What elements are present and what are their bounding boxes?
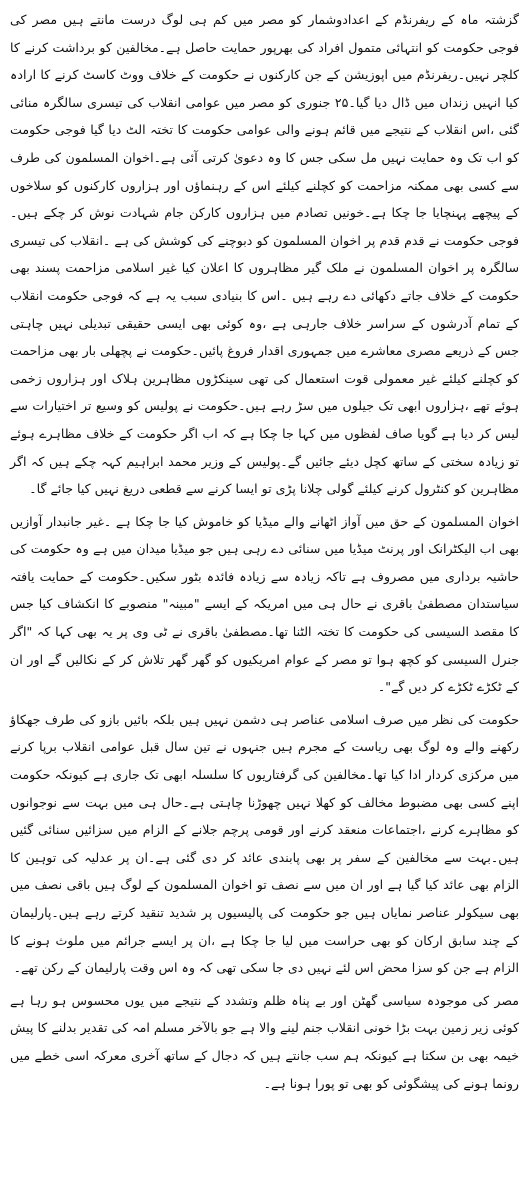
article-paragraph-3: حکومت کی نظر میں صرف اسلامی عناصر ہی دشمن نہیں ہیں بلکہ بائیں بازو کی طرف جھکاؤ رکھنے والے وہ لوگ بھی ریاست کے مجرم ہیں جنہوں نے تین سال قبل عوامی انقلاب برپا کرنے میں مرکزی کردار ادا کیا تھا۔مخالفین کی گرفتاریوں کا سلسلہ ابھی تک جاری ہے کیونکہ حکومت اپنے کسی بھی مضبوط مخالف کو کھلا نہیں چھوڑنا چاہتی ہے۔حال ہی میں بہت سے نوجوانوں کو مظاہرے کرنے ،اجتماعات منعقد کرنے اور قومی پرچم جلانے کے الزام میں سزائیں سنائی گئیں ہیں۔بہت سے مخالفین کے سفر پر بھی پابندی عائد کر دی گئی ہے۔ان پر عدلیہ کی توہین کا الزام بھی عائد کیا گیا ہے اور ان میں سے نصف تو اخوان المسلمون کے لوگ ہیں باقی نصف میں بھی سیکولر عناصر نمایاں ہیں جو حکومت کی پالیسیوں پر شدید تنقید کرتے رہے ہیں۔پارلیمان کے چند سابق ارکان کو بھی حراست میں لیا جا چکا ہے ،ان پر ایسے جرائم میں ملوث ہونے کا الزام ہے جن کو سزا محض اس لئے نہیں دی جا سکی تھی کہ وہ اس وقت پارلیمان کے رکن تھے۔ <box>10 711 519 976</box>
article-paragraph-4: مصر کی موجودہ سیاسی گھٹن اور بے پناہ ظلم وتشدد کے نتیجے میں یوں محسوس ہو رہا ہے کوئی زیر زمین بہت بڑا خونی انقلاب جنم لینے والا ہے جو بالآخر مسلم امہ کی تقدیر بدلنے کا پیش خیمہ بھی بن سکتا ہے کیونکہ ہم سب جانتے ہیں کہ دجال کے ساتھ آخری معرکہ اسی خطے میں رونما ہونے کی پیشگوئی کو بھی تو پورا ہونا ہے۔ <box>10 992 519 1091</box>
article-paragraph-2: اخوان المسلمون کے حق میں آواز اٹھانے والے میڈیا کو خاموش کیا جا چکا ہے ۔غیر جانبدار آوازیں بھی اب الیکٹرانک اور پرنٹ میڈیا میں سنائی دے رہی ہیں جو میڈیا میدان میں ہے وہ حکومت کی حاشیہ برداری میں مصروف ہے تاکہ زیادہ سے زیادہ فائدہ بٹور سکیں۔حکومت کے حمایت یافتہ سیاستدان مصطفیٰ باقری نے حال ہی میں امریکہ کے ایسے "مبینہ" منصوبے کا انکشاف کیا جس کا مقصد السیسی کی حکومت کا تختہ الٹنا تھا۔مصطفیٰ باقری نے ٹی وی پر یہ بھی کہا کہ "اگر جنرل السیسی کو کچھ ہوا تو مصر کے عوام امریکیوں کو گھر گھر تلاش کر کے نکالیں گے اور ان کے ٹکڑے ٹکڑے کر دیں گے"۔ <box>10 513 519 695</box>
article-paragraph-1: گزشتہ ماہ کے ریفرنڈم کے اعدادوشمار کو مصر میں کم ہی لوگ درست مانتے ہیں مصر کی فوجی حکومت کو انتہائی متمول افراد کی بھرپور حمایت حاصل ہے۔مخالفین کو برداشت کرنے کا کلچر نہیں۔ریفرنڈم میں اپوزیشن کے جن کارکنوں نے حکومت کے خلاف ووٹ کاسٹ کرنے کا ارادہ کیا انہیں زنداں میں ڈال دیا گیا۔۲۵ جنوری کو مصر میں عوامی انقلاب کی تیسری سالگرہ منائی گئی ،اس انقلاب کے نتیجے میں قائم ہونے والی عوامی حکومت کا تختہ الٹ دیا گیا فوجی حکومت کو اب تک وہ حمایت نہیں مل سکی جس کا وہ دعویٰ کرتی آئی ہے۔اخوان المسلمون کی طرف سے کسی بھی ممکنہ مزاحمت کو کچلنے کیلئے اس کے رہنماؤں اور ہزاروں کارکنوں کو سلاخوں کے پیچھے پہنچایا جا چکا ہے۔خونیں تصادم میں ہزاروں کارکن جام شہادت نوش کر چکے ہیں۔فوجی حکومت نے قدم قدم پر اخوان المسلمون کو دبوچنے کی کوشش کی ہے ۔انقلاب کی تیسری سالگرہ پر اخوان المسلمون نے ملک گیر مظاہروں کا اعلان کیا غیر اسلامی مزاحمت پسند بھی حکومت کے خلاف جاتے دکھائی دے رہے ہیں ۔اس کا بنیادی سبب یہ ہے کہ فوجی حکومت انقلاب کے تمام آدرشوں کے سراسر خلاف جارہی ہے ،وہ کوئی بھی ایسی حقیقی تبدیلی نہیں چاہتی جس کے ذریعے مصری معاشرے میں جمہوری اقدار فروغ پائیں۔حکومت نے پچھلی بار بھی مزاحمت کو کچلنے کیلئے غیر معمولی قوت استعمال کی تھی سینکڑوں مظاہرین ہلاک اور ہزاروں زخمی ہوئے تھے ،ہزاروں ابھی تک جیلوں میں سڑ رہے ہیں۔حکومت نے پولیس کو وسیع تر اختیارات سے لیس کر دیا ہے گویا صاف لفظوں میں کہا جا چکا ہے کہ اب اگر حکومت کے خلاف مظاہرے ہوئے تو زیادہ سختی کے ساتھ کچل دیئے جائیں گے۔پولیس کے وزیر محمد ابراہیم کہہ چکے ہیں کہ اگر مظاہرین کو کنٹرول کرنے کیلئے گولی چلانا پڑی تو ایسا کرنے سے قطعی دریغ نہیں کیا جائے گا۔ <box>10 12 519 497</box>
